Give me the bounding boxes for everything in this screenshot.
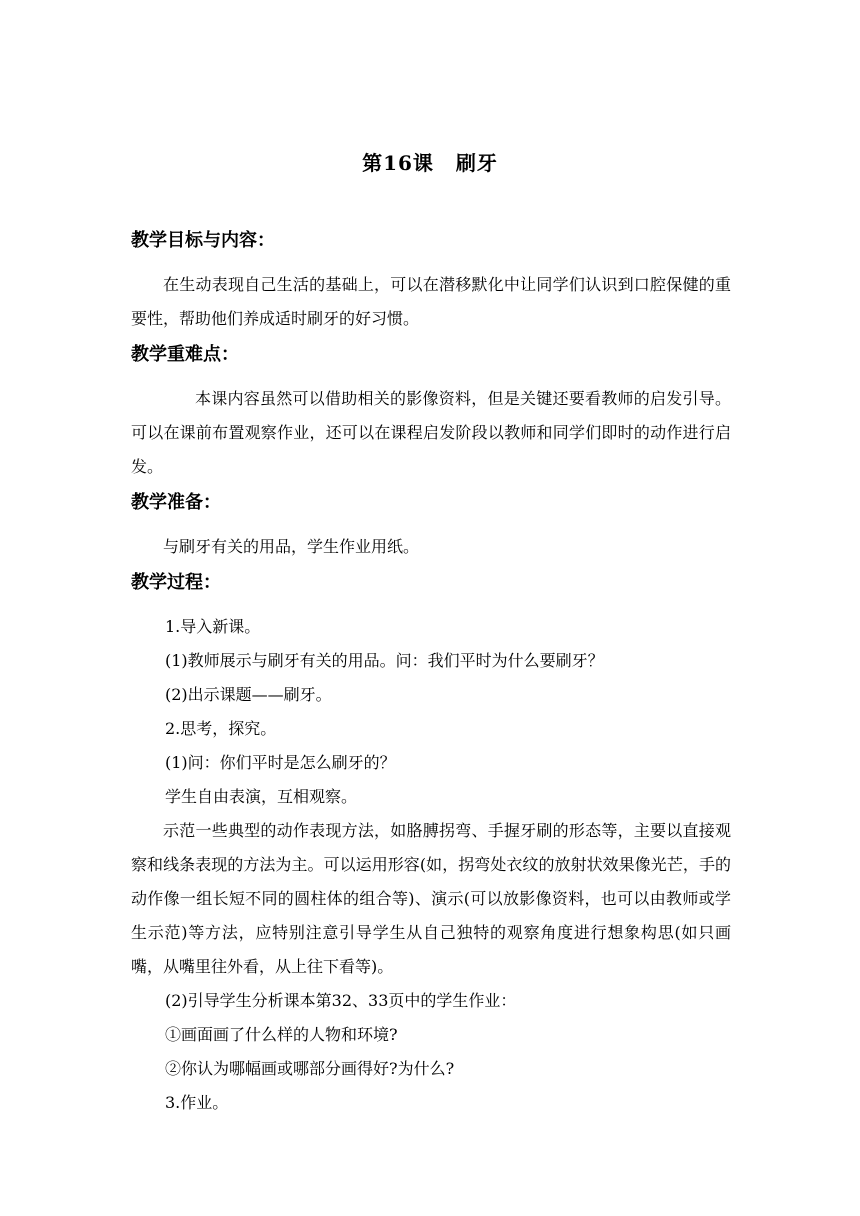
process-line: (1)问：你们平时是怎么刷牙的？ [165,753,396,772]
goals-heading: 教学目标与内容： [131,230,275,251]
key-points-heading: 教学重难点： [131,344,239,365]
process-line: 学生自由表演，互相观察。 [165,787,358,806]
process-line: ①画面画了什么样的人物和环境? [165,1025,398,1044]
preparation-text: 与刷牙有关的用品，学生作业用纸。 [163,537,420,556]
lesson-title [0,147,860,176]
lesson-name: 刷牙 [455,151,498,175]
goals-text: 在生动表现自己生活的基础上，可以在潜移默化中让同学们认识到口腔保健的重要性，帮助他们养成适时刷牙的好习惯。 [131,275,731,328]
process-line: 2.思考，探究。 [165,719,277,738]
process-line: (1)教师展示与刷牙有关的用品。问：我们平时为什么要刷牙？ [165,651,604,670]
process-heading: 教学过程： [131,572,221,593]
key-points-text: 本课内容虽然可以借助相关的影像资料，但是关键还要看教师的启发引导。可以在课前布置观察作业，还可以在课程启发阶段以教师和同学们即时的动作进行启发。 [131,389,731,476]
lesson-number: 第16课 [362,151,434,175]
preparation-heading: 教学准备： [131,492,221,513]
process-line: 3.作业。 [165,1093,229,1112]
process-line: (2)出示课题——刷牙。 [165,685,332,704]
process-line: (2)引导学生分析课本第32、33页中的学生作业： [165,991,517,1010]
process-line: ②你认为哪幅画或哪部分画得好?为什么? [165,1059,455,1078]
lesson-content [131,228,731,1120]
process-paragraph: 示范一些典型的动作表现方法，如胳膊拐弯、手握牙刷的形态等，主要以直接观察和线条表现的方法为主。可以运用形容(如，拐弯处衣纹的放射状效果像光芒，手的动作像一组长短不同的圆柱体的组合等)、演示(可以放影像资料，也可以由教师或学生示范)等方法，应特别注意引导学生从自己独特的观察角度进行想象构思(如只画嘴，从嘴里往外看，从上往下看等)。 [131,821,731,976]
process-line: 1.导入新课。 [165,617,261,636]
